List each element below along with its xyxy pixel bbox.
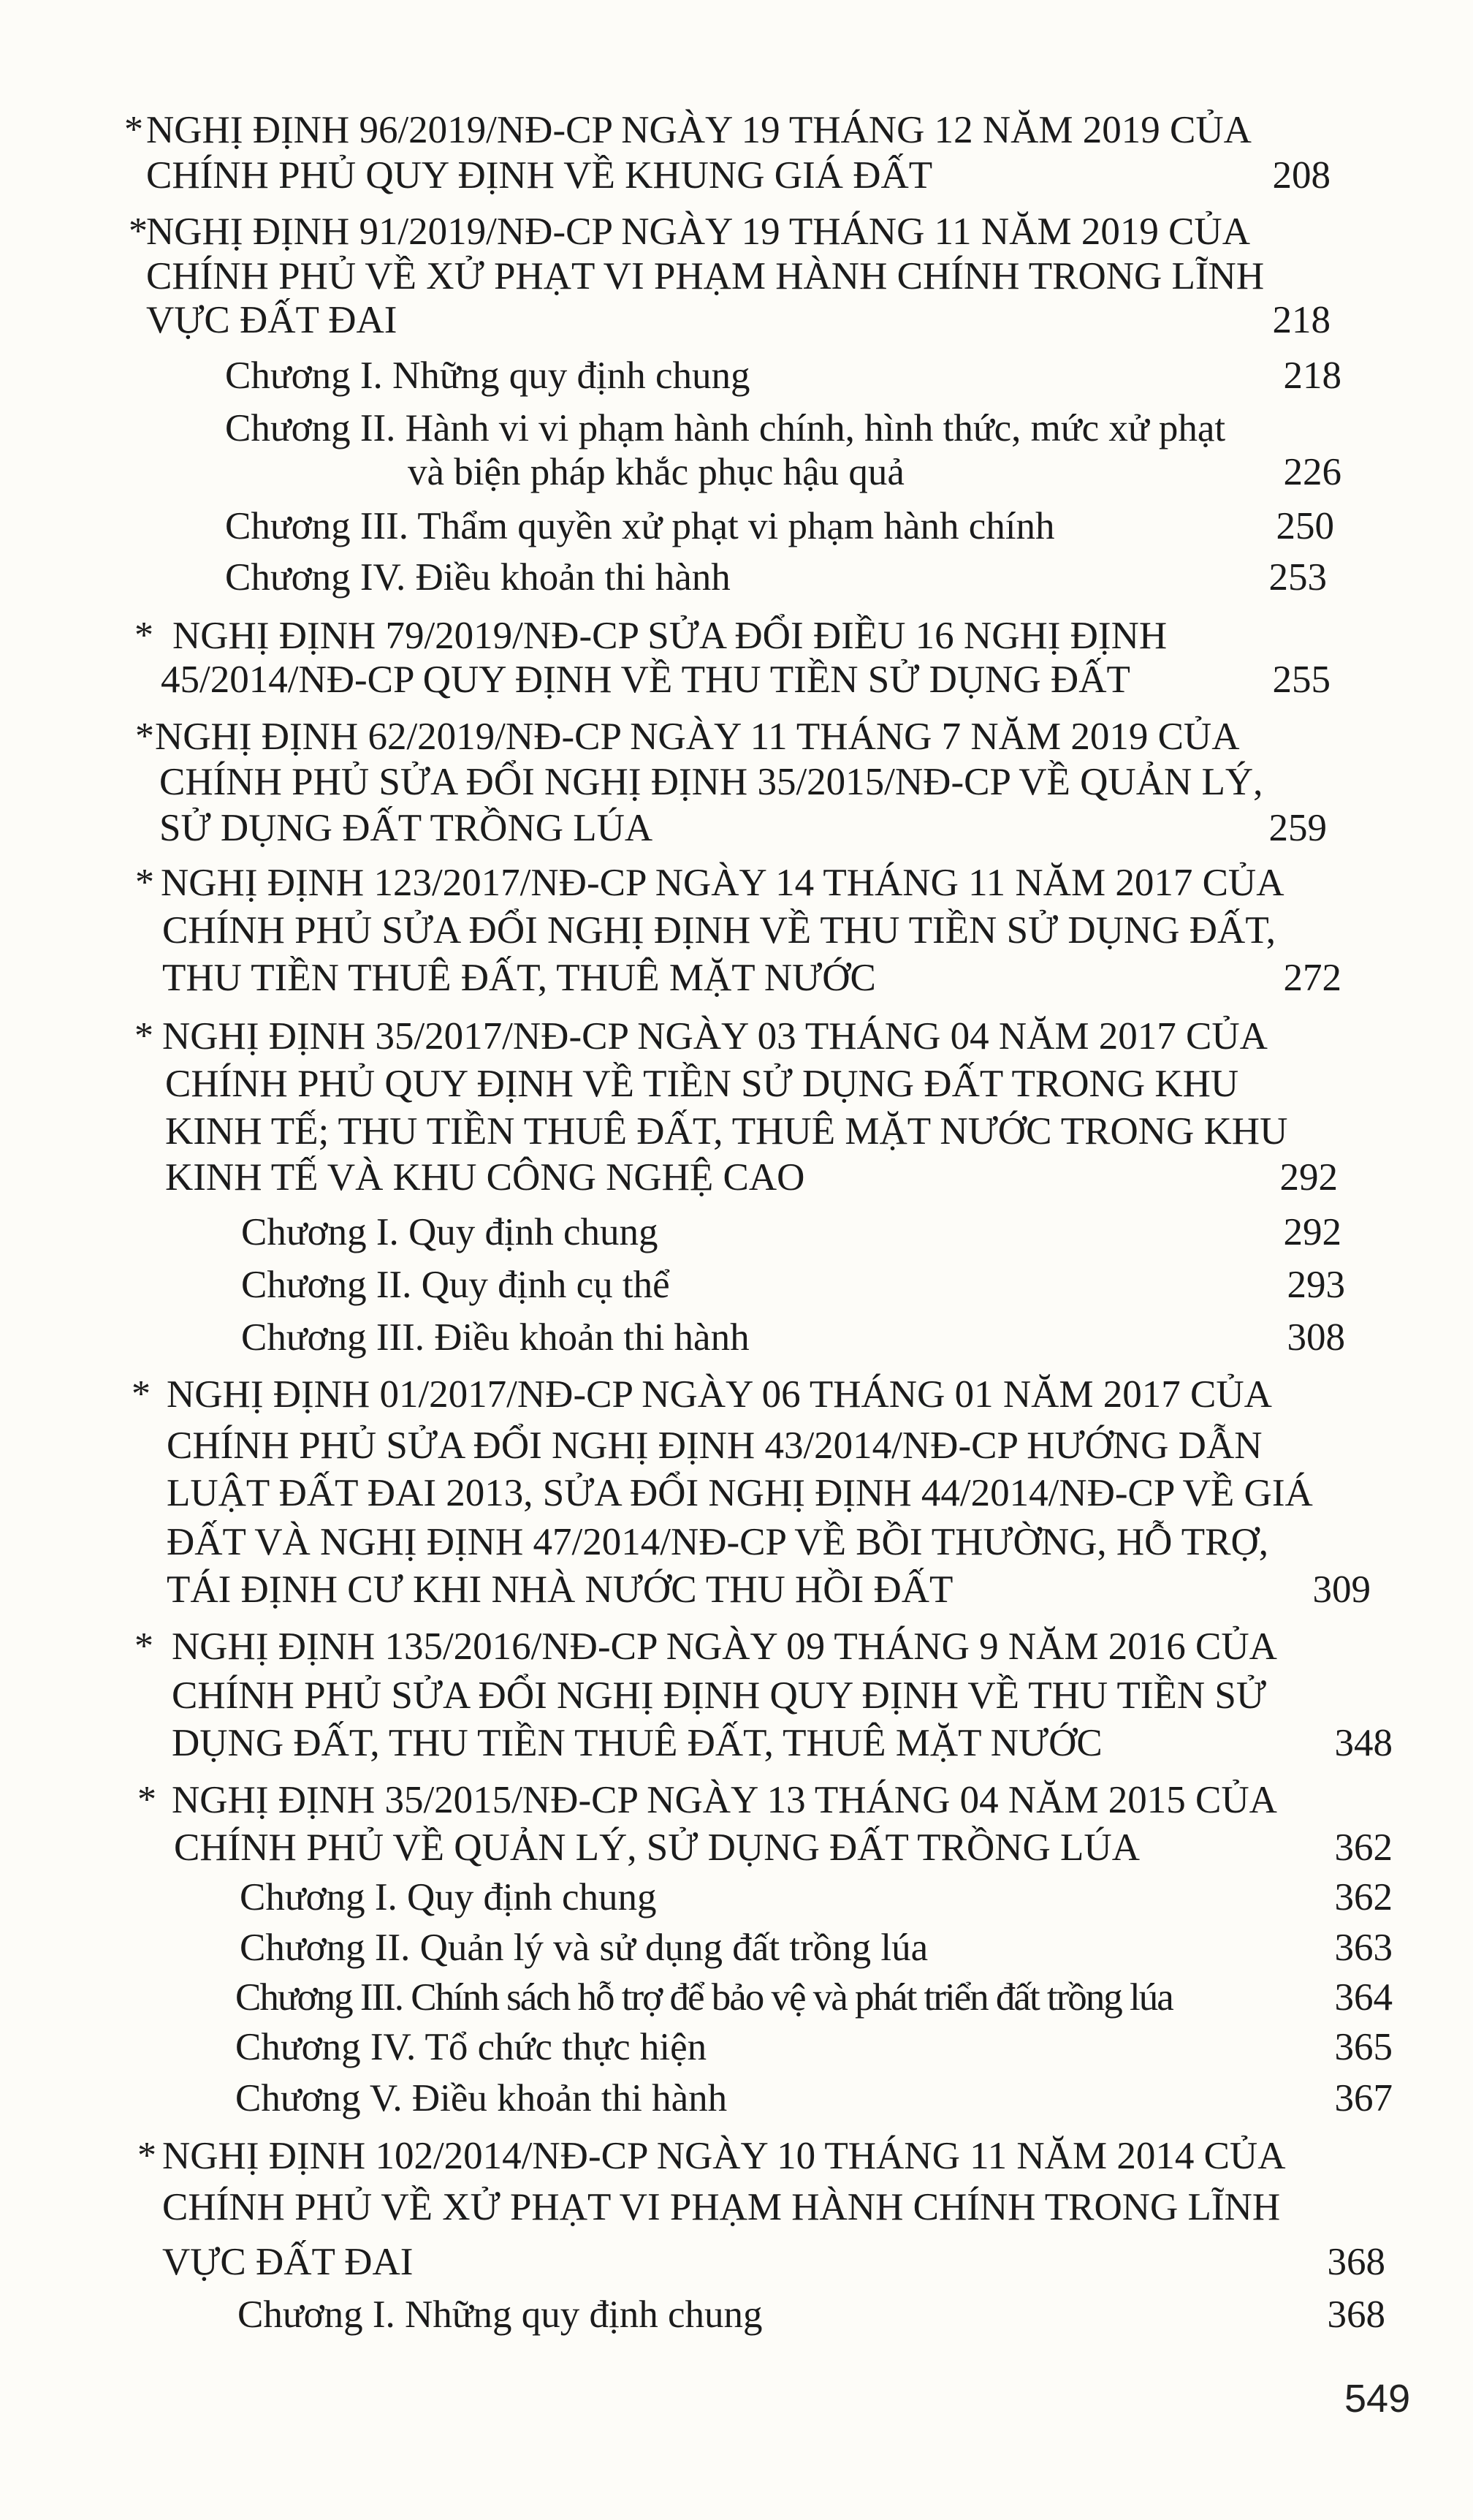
entry-title: Chương I. Quy định chung: [241, 1211, 658, 1253]
entry-page-number: 272: [1283, 957, 1341, 999]
entry-title: Chương IV. Điều khoản thi hành: [225, 556, 731, 599]
entry-title: LUẬT ĐẤT ĐAI 2013, SỬA ĐỔI NGHỊ ĐỊNH 44/2014/NĐ-CP VỀ GIÁ: [167, 1472, 1313, 1514]
entry-title: NGHỊ ĐỊNH 35/2015/NĐ-CP NGÀY 13 THÁNG 04 NĂM 2015 CỦA: [172, 1779, 1277, 1821]
bullet-asterisk: *: [134, 1015, 153, 1057]
page-number: 549: [1344, 2377, 1411, 2421]
entry-title: Chương I. Quy định chung: [240, 1876, 657, 1919]
toc-entry-line: [0, 1868, 1473, 1927]
toc-entry-line: [0, 2285, 1473, 2344]
entry-page-number: 250: [1276, 505, 1334, 547]
bullet-asterisk: *: [134, 615, 153, 656]
entry-title: CHÍNH PHỦ QUY ĐỊNH VỀ KHUNG GIÁ ĐẤT: [146, 154, 933, 197]
toc-entry-line: [0, 2069, 1473, 2128]
entry-page-number: 218: [1272, 299, 1331, 341]
entry-title: Chương V. Điều khoản thi hành: [235, 2077, 728, 2119]
entry-title: CHÍNH PHỦ SỬA ĐỔI NGHỊ ĐỊNH QUY ĐỊNH VỀ THU TIỀN SỬ: [172, 1674, 1267, 1717]
entry-title: NGHỊ ĐỊNH 35/2017/NĐ-CP NGÀY 03 THÁNG 04 NĂM 2017 CỦA: [162, 1015, 1268, 1058]
toc-entry-line: [0, 1308, 1473, 1367]
toc-entry-line: [0, 2018, 1473, 2076]
entry-title: CHÍNH PHỦ SỬA ĐỔI NGHỊ ĐỊNH 43/2014/NĐ-CP HƯỚNG DẪN: [167, 1424, 1263, 1467]
entry-title: CHÍNH PHỦ VỀ XỬ PHẠT VI PHẠM HÀNH CHÍNH TRONG LĨNH: [146, 255, 1265, 297]
entry-page-number: 292: [1283, 1211, 1341, 1253]
entry-title: CHÍNH PHỦ SỬA ĐỔI NGHỊ ĐỊNH VỀ THU TIỀN SỬ DỤNG ĐẤT,: [162, 909, 1276, 952]
toc-entry-line: [0, 949, 1473, 1007]
entry-title: NGHỊ ĐỊNH 91/2019/NĐ-CP NGÀY 19 THÁNG 11 NĂM 2019 CỦA: [146, 210, 1250, 253]
entry-title: Chương II. Quản lý và sử dụng đất trồng lúa: [240, 1927, 929, 1969]
entry-title: Chương IV. Tổ chức thực hiện: [235, 2026, 707, 2068]
toc-entry-line: [0, 799, 1473, 857]
entry-page-number: 365: [1334, 2026, 1393, 2068]
entry-title: NGHỊ ĐỊNH 79/2019/NĐ-CP SỬA ĐỔI ĐIỀU 16 NGHỊ ĐỊNH: [172, 615, 1168, 657]
entry-page-number: 308: [1287, 1316, 1345, 1359]
entry-title: SỬ DỤNG ĐẤT TRỒNG LÚA: [159, 807, 653, 849]
toc-entry-line: [0, 497, 1473, 555]
toc-entry-line: [0, 650, 1473, 709]
entry-title: THU TIỀN THUÊ ĐẤT, THUÊ MẶT NƯỚC: [162, 957, 876, 999]
entry-title: CHÍNH PHỦ SỬA ĐỔI NGHỊ ĐỊNH 35/2015/NĐ-CP VỀ QUẢN LÝ,: [159, 761, 1263, 803]
entry-title: NGHỊ ĐỊNH 102/2014/NĐ-CP NGÀY 10 THÁNG 11 NĂM 2014 CỦA: [162, 2135, 1286, 2177]
entry-page-number: 255: [1272, 659, 1331, 701]
entry-page-number: 293: [1287, 1264, 1345, 1306]
entry-page-number: 368: [1327, 2293, 1385, 2336]
bullet-asterisk: *: [134, 1625, 153, 1667]
entry-title: NGHỊ ĐỊNH 62/2019/NĐ-CP NGÀY 11 THÁNG 7 NĂM 2019 CỦA: [155, 716, 1240, 758]
entry-page-number: 348: [1334, 1722, 1393, 1764]
toc-entry-line: [0, 1203, 1473, 1261]
entry-page-number: 309: [1312, 1568, 1371, 1611]
toc-entry-line: [0, 146, 1473, 205]
bullet-asterisk: *: [135, 716, 154, 757]
bullet-asterisk: *: [137, 2135, 156, 2176]
toc-entry-line: [0, 1714, 1473, 1772]
toc-entry-line: [0, 1256, 1473, 1314]
entry-page-number: 292: [1279, 1156, 1338, 1199]
toc-entry-line: [0, 2233, 1473, 2291]
bullet-asterisk: *: [132, 1373, 151, 1415]
entry-title: KINH TẾ; THU TIỀN THUÊ ĐẤT, THUÊ MẶT NƯỚC TRONG KHU: [165, 1110, 1288, 1153]
toc-entry-line: [0, 2178, 1473, 2236]
entry-title: CHÍNH PHỦ QUY ĐỊNH VỀ TIỀN SỬ DỤNG ĐẤT TRONG KHU: [165, 1063, 1239, 1105]
entry-title: 45/2014/NĐ-CP QUY ĐỊNH VỀ THU TIỀN SỬ DỤNG ĐẤT: [161, 659, 1130, 701]
toc-entry-line: [0, 1365, 1473, 1424]
entry-page-number: 368: [1327, 2241, 1385, 2283]
entry-title: Chương III. Điều khoản thi hành: [241, 1316, 750, 1359]
entry-page-number: 362: [1334, 1876, 1393, 1919]
entry-title: ĐẤT VÀ NGHỊ ĐỊNH 47/2014/NĐ-CP VỀ BỒI THƯỜNG, HỖ TRỢ,: [167, 1521, 1268, 1563]
bullet-asterisk: *: [129, 210, 148, 252]
entry-page-number: 362: [1334, 1826, 1393, 1869]
entry-title: Chương III. Thẩm quyền xử phạt vi phạm hành chính: [225, 505, 1055, 547]
entry-title: NGHỊ ĐỊNH 01/2017/NĐ-CP NGÀY 06 THÁNG 01 NĂM 2017 CỦA: [167, 1373, 1272, 1416]
toc-entry-line: [0, 1148, 1473, 1207]
toc-entry-line: [0, 1560, 1473, 1619]
bullet-asterisk: *: [135, 862, 154, 903]
bullet-asterisk: *: [137, 1779, 156, 1821]
entry-title: Chương III. Chính sách hỗ trợ để bảo vệ và phát triển đất trồng lúa: [235, 1976, 1173, 2019]
entry-page-number: 363: [1334, 1927, 1393, 1969]
entry-title: DỤNG ĐẤT, THU TIỀN THUÊ ĐẤT, THUÊ MẶT NƯỚC: [172, 1722, 1103, 1764]
toc-entry-line: [0, 346, 1473, 405]
toc-entry-line: [0, 2127, 1473, 2185]
bullet-asterisk: *: [124, 109, 143, 151]
entry-page-number: 367: [1334, 2077, 1393, 2119]
entry-title: NGHỊ ĐỊNH 123/2017/NĐ-CP NGÀY 14 THÁNG 11 NĂM 2017 CỦA: [161, 862, 1284, 904]
entry-title: TÁI ĐỊNH CƯ KHI NHÀ NƯỚC THU HỒI ĐẤT: [167, 1568, 954, 1611]
entry-title: Chương II. Hành vi vi phạm hành chính, hình thức, mức xử phạt: [225, 407, 1226, 449]
toc-entry-line: [0, 548, 1473, 607]
entry-title: Chương I. Những quy định chung: [237, 2293, 763, 2336]
entry-title: và biện pháp khắc phục hậu quả: [408, 451, 905, 493]
entry-title: CHÍNH PHỦ VỀ XỬ PHẠT VI PHẠM HÀNH CHÍNH TRONG LĨNH: [162, 2186, 1281, 2228]
entry-title: KINH TẾ VÀ KHU CÔNG NGHỆ CAO: [165, 1156, 805, 1199]
entry-page-number: 226: [1283, 451, 1341, 493]
entry-page-number: 253: [1268, 556, 1327, 599]
entry-page-number: 218: [1283, 354, 1341, 397]
entry-title: NGHỊ ĐỊNH 96/2019/NĐ-CP NGÀY 19 THÁNG 12 NĂM 2019 CỦA: [146, 109, 1252, 151]
entry-title: VỰC ĐẤT ĐAI: [162, 2241, 414, 2283]
entry-page-number: 208: [1272, 154, 1331, 197]
entry-title: Chương I. Những quy định chung: [225, 354, 750, 397]
entry-page-number: 364: [1334, 1976, 1393, 2019]
entry-title: Chương II. Quy định cụ thể: [241, 1264, 670, 1306]
toc-entry-line: [0, 291, 1473, 349]
entry-title: VỰC ĐẤT ĐAI: [146, 299, 397, 341]
entry-page-number: 259: [1268, 807, 1327, 849]
entry-title: CHÍNH PHỦ VỀ QUẢN LÝ, SỬ DỤNG ĐẤT TRỒNG LÚA: [174, 1826, 1140, 1869]
entry-title: NGHỊ ĐỊNH 135/2016/NĐ-CP NGÀY 09 THÁNG 9 NĂM 2016 CỦA: [172, 1625, 1277, 1668]
toc-entry-line: [0, 443, 1473, 501]
